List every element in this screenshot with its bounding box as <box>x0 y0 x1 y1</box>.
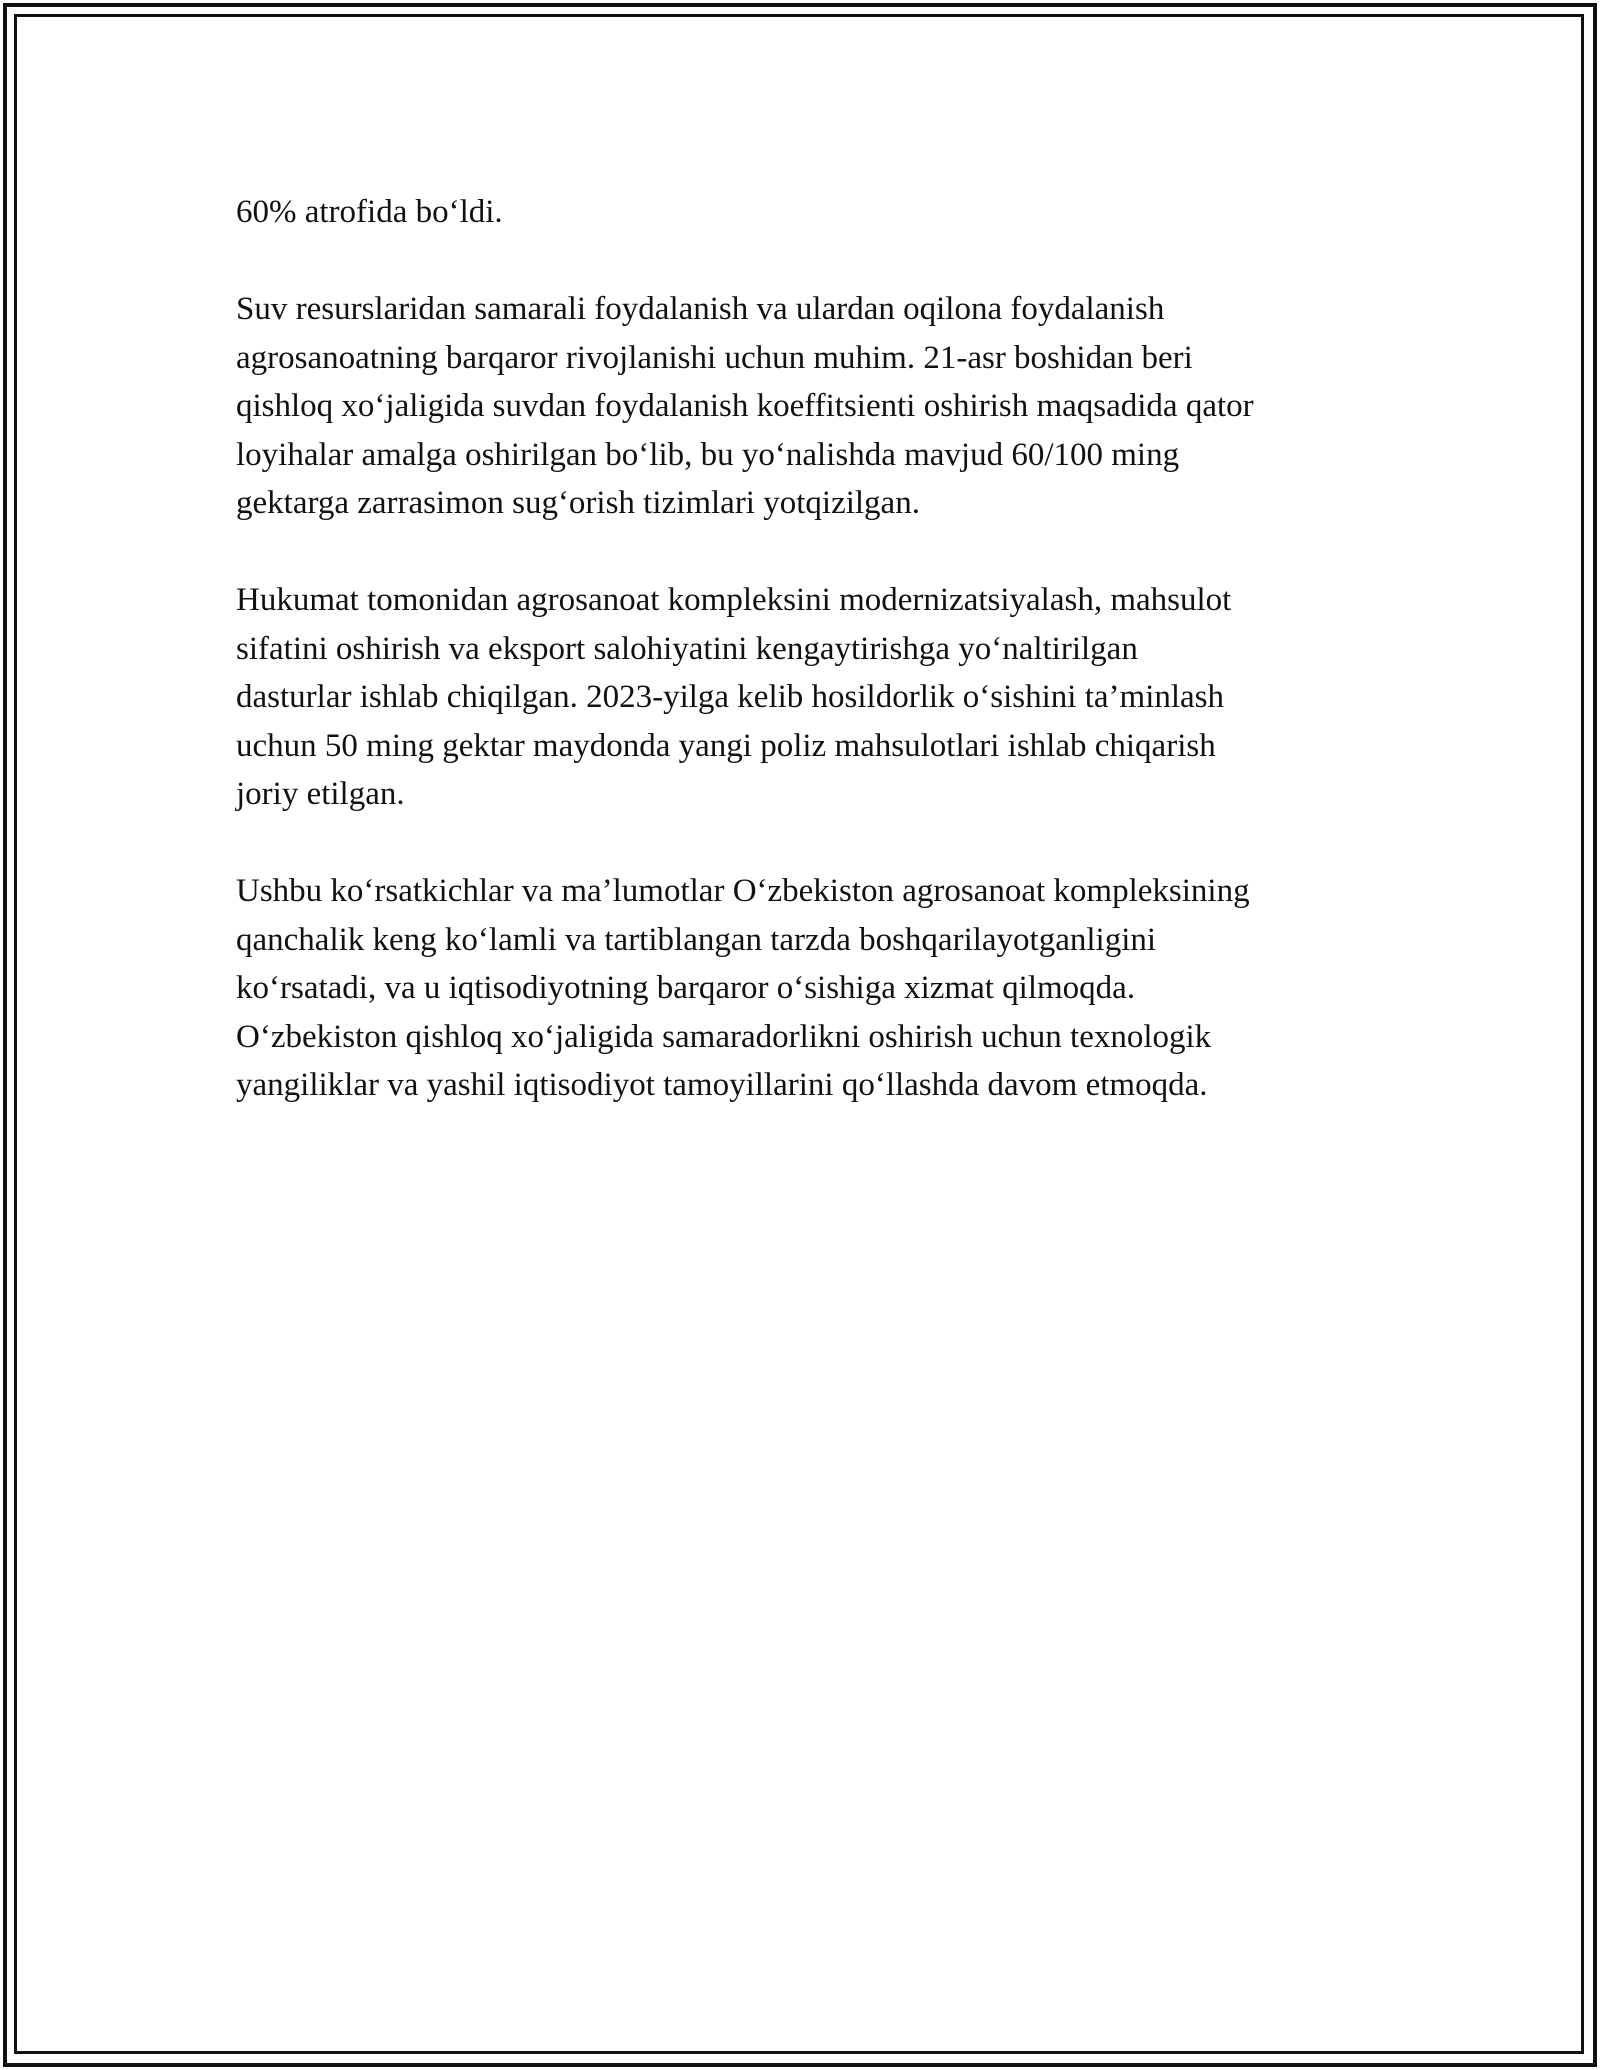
text-line: uchun 50 ming gektar maydonda yangi poliz mahsulotlari ishlab chiqarish <box>236 727 1216 764</box>
text-line: Ushbu ko‘rsatkichlar va ma’lumotlar O‘zbekiston agrosanoat kompleksining <box>236 873 1250 909</box>
text-line: ko‘rsatadi, va u iqtisodiyotning barqaror o‘sishiga xizmat qilmoqda. <box>236 970 1136 1006</box>
text-line: yangiliklar va yashil iqtisodiyot tamoyillarini qo‘llashda davom etmoqda. <box>236 1067 1208 1103</box>
text-line: agrosanoatning barqaror rivojlanishi uchun muhim. 21-asr boshidan beri <box>236 339 1193 376</box>
text-line: joriy etilgan. <box>236 776 405 812</box>
paragraph-1 <box>236 188 1386 237</box>
paragraph-3 <box>236 576 1386 819</box>
text-line: qishloq xo‘jaligida suvdan foydalanish koeffitsienti oshirish maqsadida qator <box>236 388 1254 424</box>
text-line: dasturlar ishlab chiqilgan. 2023-yilga kelib hosildorlik o‘sishini ta’minlash <box>236 679 1225 715</box>
text-line: 60% atrofida bo‘ldi. <box>236 194 503 230</box>
text-line: sifatini oshirish va eksport salohiyatini kengaytirishga yo‘naltirilgan <box>236 630 1138 667</box>
text-line: O‘zbekiston qishloq xo‘jaligida samaradorlikni oshirish uchun texnologik <box>236 1018 1212 1055</box>
text-line: gektarga zarrasimon sug‘orish tizimlari yotqizilgan. <box>236 485 920 521</box>
paragraph-4 <box>236 867 1386 1110</box>
text-line: Hukumat tomonidan agrosanoat kompleksini modernizatsiyalash, mahsulot <box>236 582 1232 618</box>
text-line: Suv resurslaridan samarali foydalanish va ulardan oqilona foydalanish <box>236 291 1165 327</box>
text-line: qanchalik keng ko‘lamli va tartiblangan tarzda boshqarilayotganligini <box>236 921 1157 958</box>
document-body <box>236 188 1386 1158</box>
paragraph-2 <box>236 285 1386 528</box>
text-line: loyihalar amalga oshirilgan bo‘lib, bu yo‘nalishda mavjud 60/100 ming <box>236 436 1180 473</box>
